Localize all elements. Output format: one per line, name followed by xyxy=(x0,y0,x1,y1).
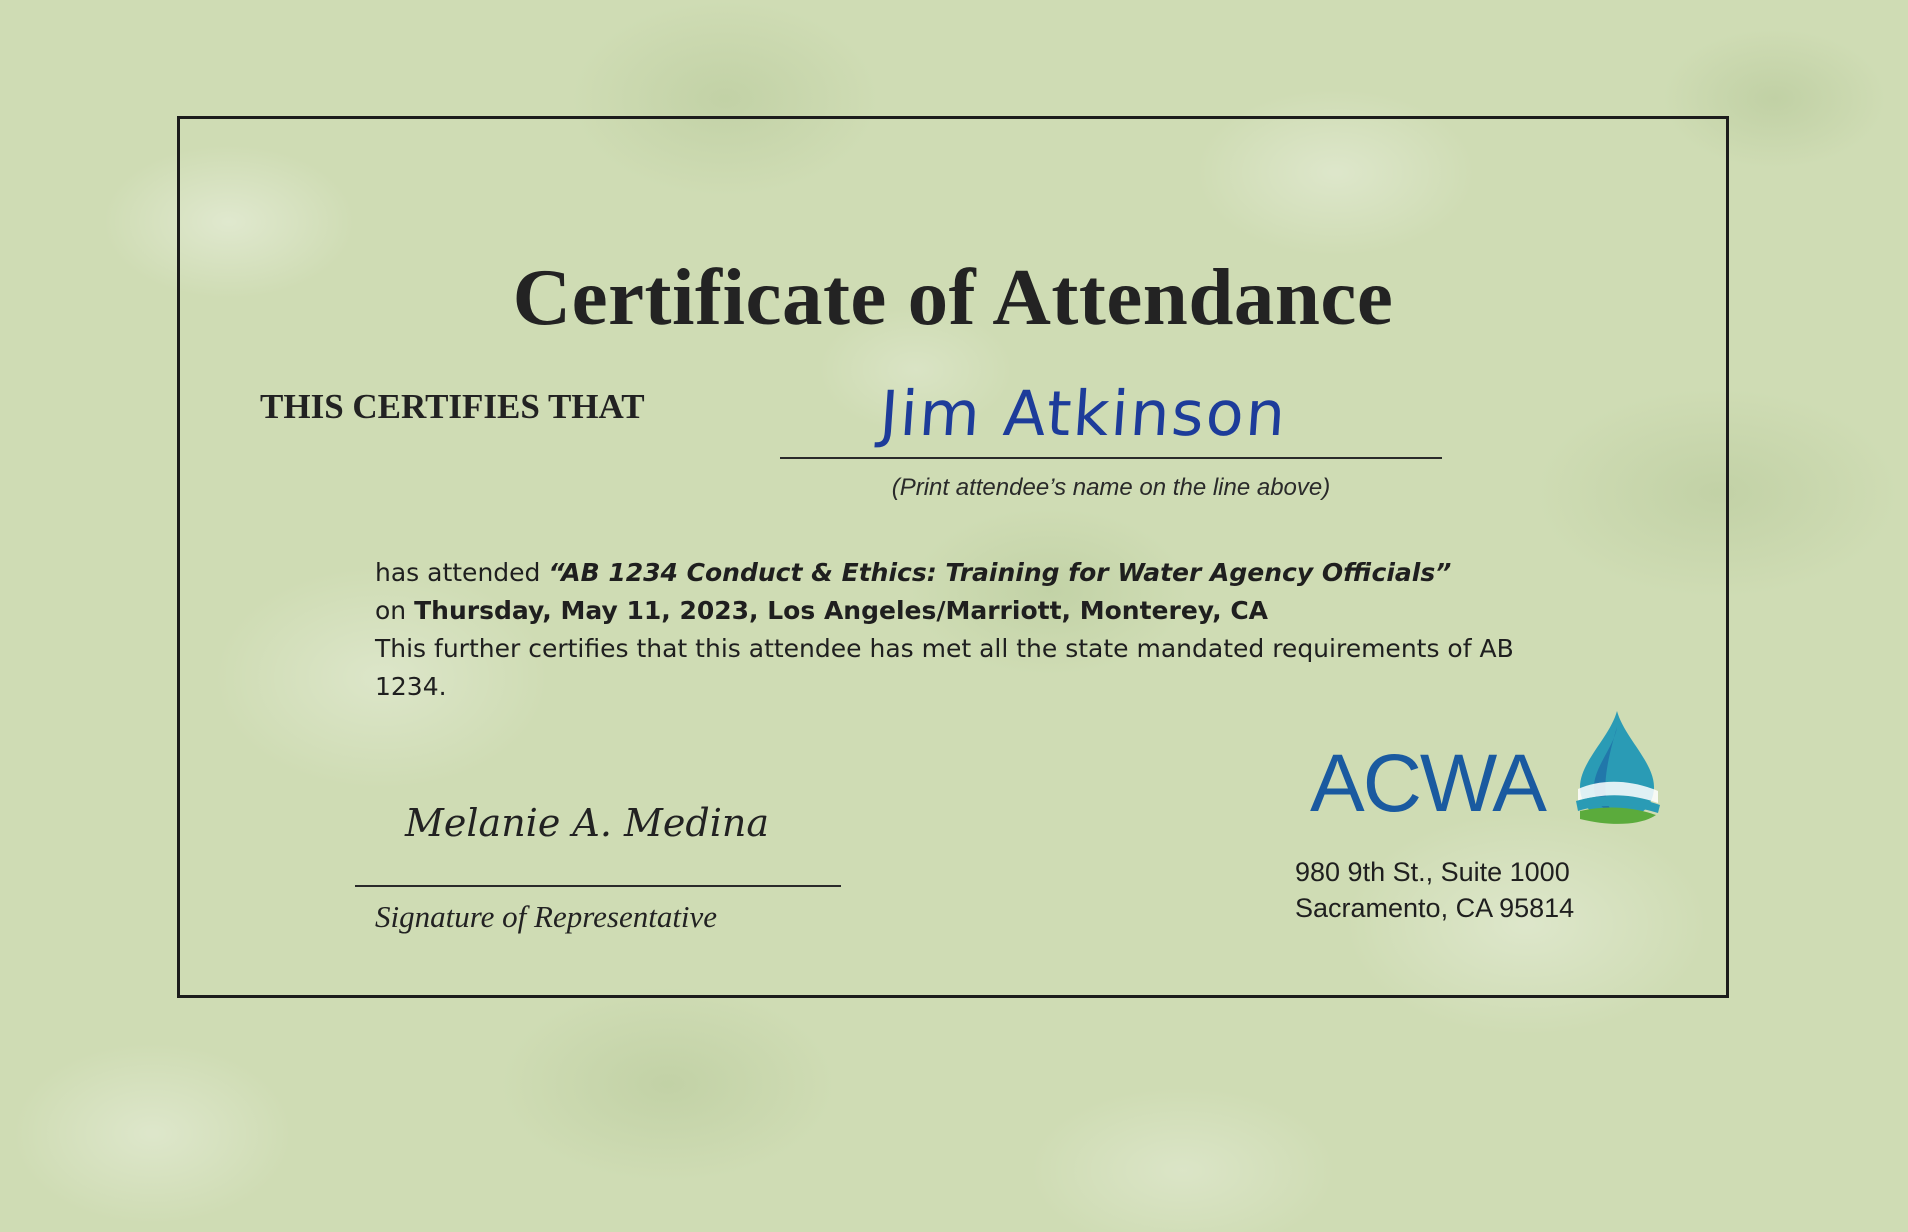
on-prefix: on xyxy=(375,596,407,625)
representative-signature: Melanie A. Medina xyxy=(405,801,770,845)
attendee-name-line xyxy=(780,457,1442,459)
signature-caption: Signature of Representative xyxy=(375,899,718,934)
organization-address xyxy=(1295,854,1574,926)
certificate-title: Certificate of Attendance xyxy=(512,252,1394,342)
certificate-border xyxy=(177,116,1729,998)
attended-line xyxy=(375,554,1555,592)
attendee-name-handwritten: Jim Atkinson xyxy=(877,377,1290,450)
attended-prefix: has attended xyxy=(375,558,541,587)
signature-line xyxy=(355,885,841,887)
attendee-name-caption: (Print attendee’s name on the line above) xyxy=(891,474,1331,501)
logo-text: ACWA xyxy=(1310,738,1545,829)
attendance-statement xyxy=(375,554,1555,706)
date-location: Thursday, May 11, 2023, Los Angeles/Marriott, Monterey, CA xyxy=(414,596,1269,625)
requirements-text: This further certifies that this attendee has met all the state mandated requirements of AB 1234. xyxy=(375,634,1514,701)
date-line xyxy=(375,592,1555,630)
address-line-2: Sacramento, CA 95814 xyxy=(1295,893,1575,923)
address-line-1: 980 9th St., Suite 1000 xyxy=(1295,857,1570,887)
water-drop-icon xyxy=(1572,707,1662,827)
acwa-logo xyxy=(1310,739,1670,829)
course-title: “AB 1234 Conduct & Ethics: Training for Water Agency Officials” xyxy=(548,558,1452,587)
certifies-label: THIS CERTIFIES THAT xyxy=(260,387,645,426)
